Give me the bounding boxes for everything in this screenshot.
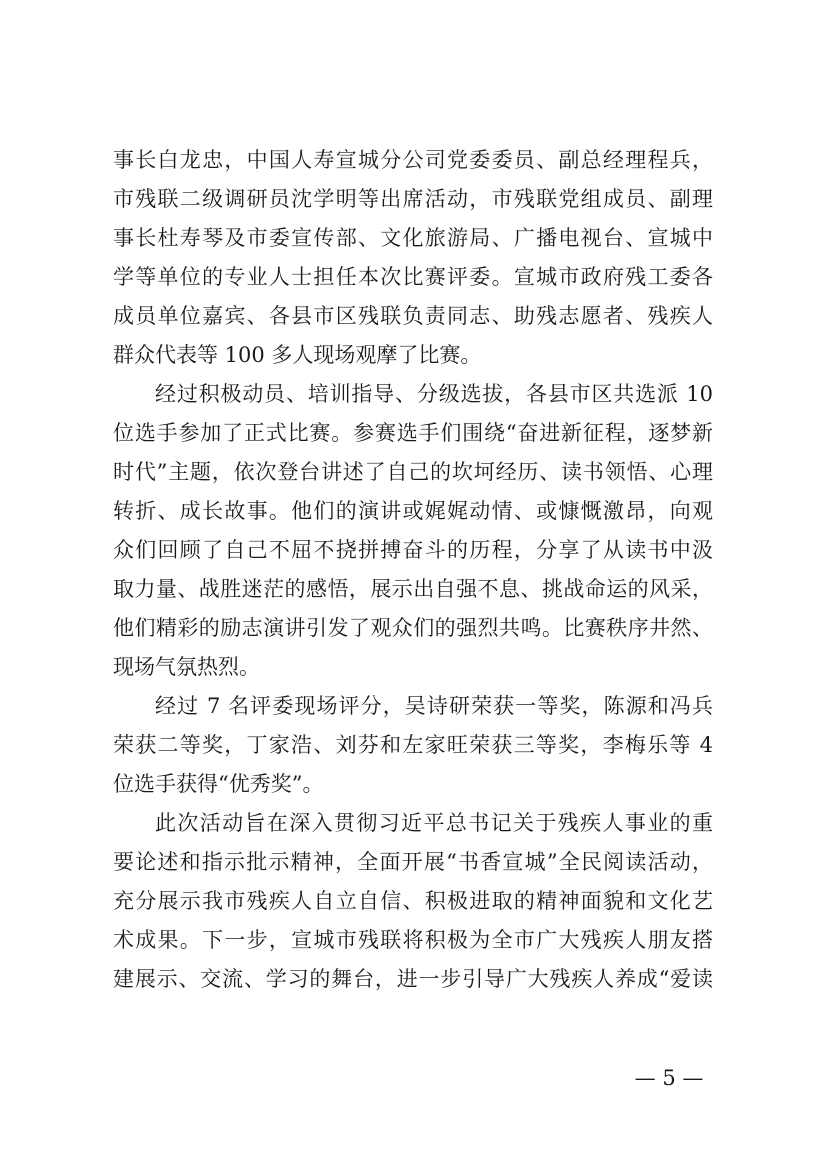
paragraph-4-line-4: 术成果。下一步，宣城市残联将积极为全市广大残疾人朋友搭 (113, 928, 713, 952)
paragraph-2-line-2: 位选手参加了正式比赛。参赛选手们围绕“奋进新征程，逐梦新 (113, 421, 713, 445)
page-number: — 5 — (634, 1066, 704, 1090)
paragraph-2-line-4: 转折、成长故事。他们的演讲或娓娓动情、或慷慨激昂，向观 (113, 499, 713, 523)
paragraph-3-line-3: 位选手获得“优秀奖”。 (113, 772, 324, 796)
paragraph-1-line-3: 事长杜寿琴及市委宣传部、文化旅游局、广播电视台、宣城中 (113, 226, 713, 250)
paragraph-1-line-2: 市残联二级调研员沈学明等出席活动，市残联党组成员、副理 (113, 187, 713, 211)
paragraph-4-line-2: 要论述和指示批示精神，全面开展“书香宣城”全民阅读活动， (113, 850, 713, 874)
paragraph-2-line-5: 众们回顾了自己不屈不挠拼搏奋斗的历程，分享了从读书中汲 (113, 538, 713, 562)
paragraph-2-line-6: 取力量、战胜迷茫的感悟，展示出自强不息、挑战命运的风采， (113, 577, 713, 601)
paragraph-3-line-1: 经过 7 名评委现场评分，吴诗研荣获一等奖，陈源和冯兵 (155, 694, 713, 718)
paragraph-2-line-8: 现场气氛热烈。 (113, 655, 260, 679)
paragraph-3-line-2: 荣获二等奖，丁家浩、刘芬和左家旺荣获三等奖，李梅乐等 4 (113, 733, 713, 757)
paragraph-2-line-1: 经过积极动员、培训指导、分级选拔，各县市区共选派 10 (155, 382, 713, 406)
paragraph-1-line-5: 成员单位嘉宾、各县市区残联负责同志、助残志愿者、残疾人 (113, 304, 713, 328)
paragraph-1-line-6: 群众代表等 100 多人现场观摩了比赛。 (113, 343, 482, 367)
paragraph-2-line-7: 他们精彩的励志演讲引发了观众们的强烈共鸣。比赛秩序井然、 (113, 616, 713, 640)
paragraph-1-line-1: 事长白龙忠，中国人寿宣城分公司党委委员、副总经理程兵， (113, 148, 713, 172)
paragraph-2-line-3: 时代”主题，依次登台讲述了自己的坎坷经历、读书领悟、心理 (113, 460, 713, 484)
paragraph-4-line-5: 建展示、交流、学习的舞台，进一步引导广大残疾人养成“爱读 (113, 967, 713, 991)
paragraph-1-line-4: 学等单位的专业人士担任本次比赛评委。宣城市政府残工委各 (113, 265, 713, 289)
paragraph-4-line-3: 充分展示我市残疾人自立自信、积极进取的精神面貌和文化艺 (113, 889, 713, 913)
paragraph-4-line-1: 此次活动旨在深入贯彻习近平总书记关于残疾人事业的重 (155, 811, 713, 835)
